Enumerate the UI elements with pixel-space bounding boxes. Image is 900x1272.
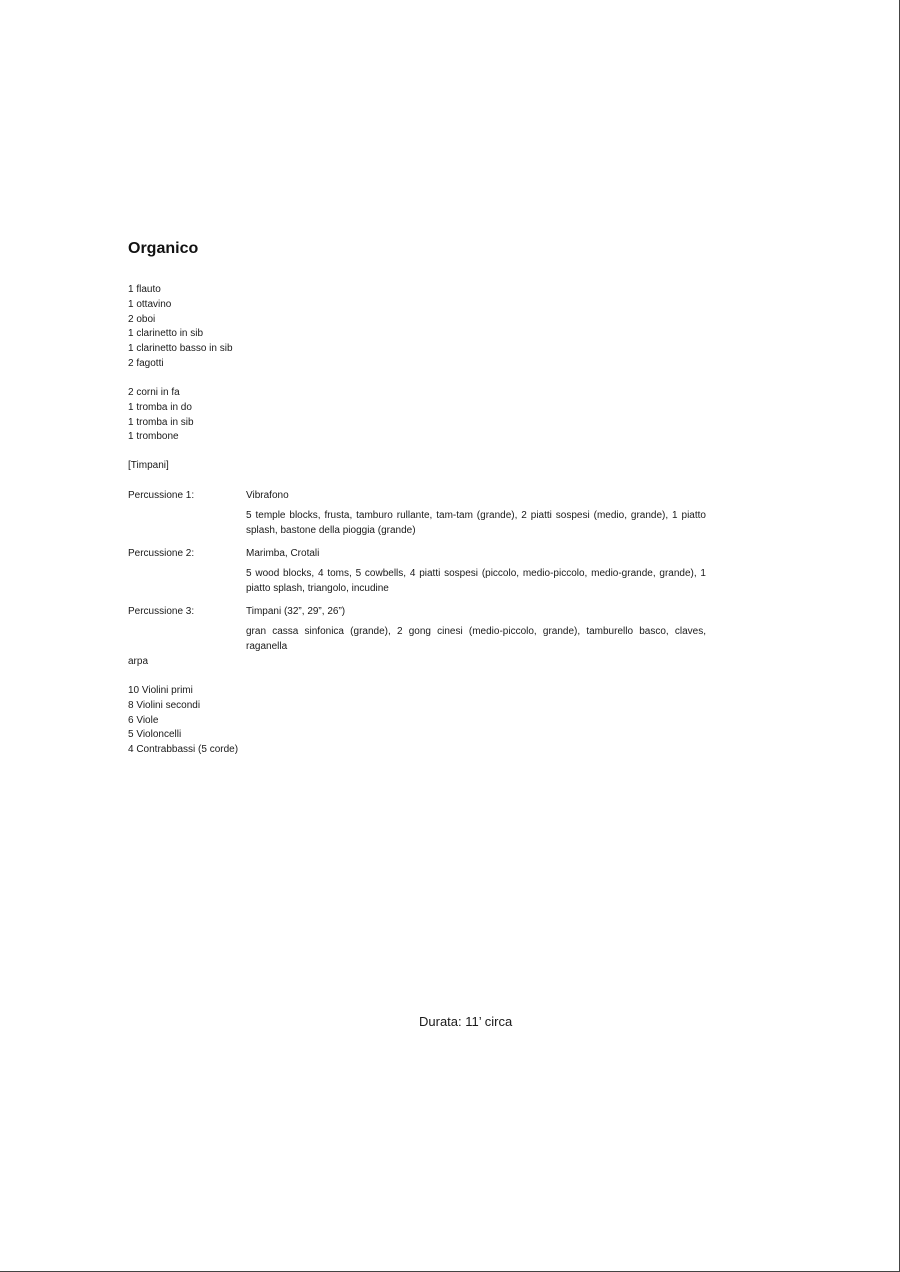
timpani-note xyxy=(128,459,169,474)
percussion-main: Marimba, Crotali xyxy=(246,548,320,559)
instrument-line: 1 tromba in sib xyxy=(128,416,194,428)
percussion-main: Timpani (32”, 29”, 26”) xyxy=(246,606,346,617)
percussion-label: Percussione 3: xyxy=(128,606,195,617)
instrument-line: 8 Violini secondi xyxy=(128,699,201,711)
brass-list xyxy=(128,386,194,445)
page-title: Organico xyxy=(128,240,199,257)
percussion-instruments xyxy=(246,489,706,538)
timpani-note-text: [Timpani] xyxy=(128,460,169,471)
duration-text: Durata: 11’ circa xyxy=(419,1014,513,1029)
instrument-line: 1 clarinetto basso in sib xyxy=(128,343,233,355)
percussion-instruments xyxy=(246,605,706,654)
instrument-line: 5 Violoncelli xyxy=(128,729,182,741)
instrument-line: 1 flauto xyxy=(128,284,161,295)
instrument-line: 2 oboi xyxy=(128,313,156,325)
instrument-line: 6 Viole xyxy=(128,714,159,726)
strings-list xyxy=(128,684,238,758)
instrument-line: arpa xyxy=(128,656,149,667)
instrument-line: 1 trombone xyxy=(128,431,179,443)
percussion-label: Percussione 2: xyxy=(128,548,195,559)
percussion-label: Percussione 1: xyxy=(128,490,195,501)
instrument-line: 10 Violini primi xyxy=(128,685,193,696)
percussion-detail: gran cassa sinfonica (grande), 2 gong cinesi (medio-piccolo, grande), tamburello basco, claves, raganella xyxy=(246,625,706,652)
instrument-line: 1 clarinetto in sib xyxy=(128,328,204,340)
instrument-line: 4 Contrabbassi (5 corde) xyxy=(128,744,239,756)
percussion-detail: 5 wood blocks, 4 toms, 5 cowbells, 4 piatti sospesi (piccolo, medio-piccolo, medio-grande, grande), 1 piatto splash, triangolo, incudine xyxy=(246,567,706,594)
instrument-line: 1 tromba in do xyxy=(128,401,192,413)
instrument-line: 2 fagotti xyxy=(128,357,164,369)
instrument-line: 1 ottavino xyxy=(128,298,172,310)
harp-line xyxy=(128,655,148,670)
percussion-detail: 5 temple blocks, frusta, tamburo rullante, tam-tam (grande), 2 piatti sospesi (medio, grande), 1 piatto splash, bastone della pioggia (grande) xyxy=(246,509,706,536)
percussion-main: Vibrafono xyxy=(246,490,289,501)
percussion-instruments xyxy=(246,547,706,596)
woodwinds-list xyxy=(128,283,233,372)
instrument-line: 2 corni in fa xyxy=(128,387,180,398)
